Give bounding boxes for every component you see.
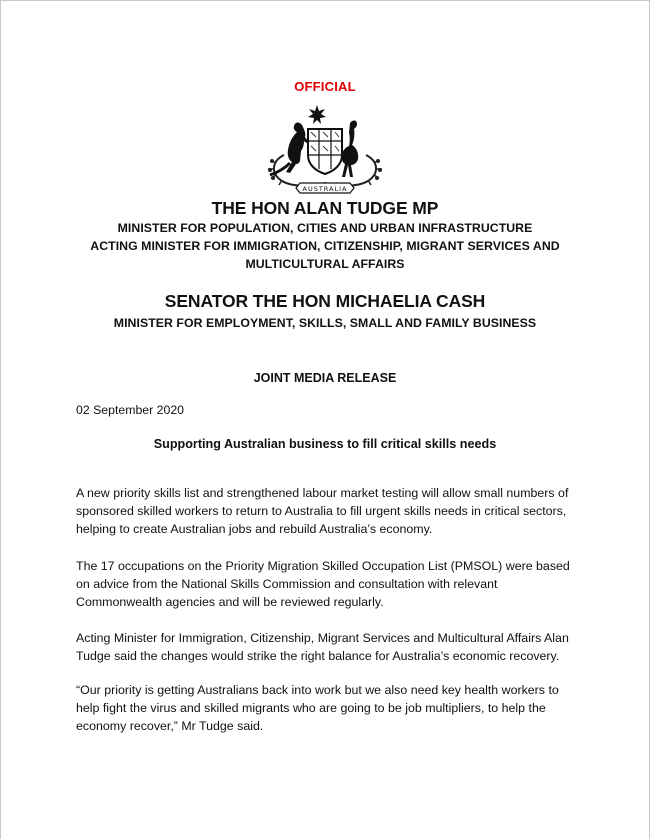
minister1-title-line: ACTING MINISTER FOR IMMIGRATION, CITIZENSHIP, MIGRANT SERVICES AND <box>90 239 560 253</box>
minister2-title-line: MINISTER FOR EMPLOYMENT, SKILLS, SMALL AND FAMILY BUSINESS <box>113 316 537 330</box>
coat-of-arms-icon <box>262 103 388 195</box>
body-paragraph: Acting Minister for Immigration, Citizenship, Migrant Services and Multicultural Affairs Alan Tudge said the changes would strike the right balance for Australia’s economic recovery. <box>76 631 569 663</box>
headline: Supporting Australian business to fill critical skills needs <box>153 437 497 451</box>
body-paragraph: The 17 occupations on the Priority Migration Skilled Occupation List (PMSOL) were based on advice from the National Skills Commission and consultation with relevant Commonwealth agencies and will be reviewed regularly. <box>76 559 570 609</box>
body-paragraph: A new priority skills list and strengthened labour market testing will allow small numbers of sponsored skilled workers to return to Australia to fill urgent skills needs in critical sectors, helping to create Australian jobs and rebuild Australia’s economy. <box>76 486 569 536</box>
release-type: JOINT MEDIA RELEASE <box>253 371 397 385</box>
minister1-title-line: MINISTER FOR POPULATION, CITIES AND URBAN INFRASTRUCTURE <box>117 221 533 235</box>
release-date: 02 September 2020 <box>76 403 185 417</box>
svg-text:AUSTRALIA: AUSTRALIA <box>302 185 348 193</box>
minister2-name: SENATOR THE HON MICHAELIA CASH <box>164 291 486 311</box>
minister1-title-line: MULTICULTURAL AFFAIRS <box>245 257 405 271</box>
body-paragraph: “Our priority is getting Australians back into work but we also need key health workers to help fight the virus and skilled migrants who are going to be job multipliers, to help the economy recover,” Mr Tudge said. <box>76 683 559 733</box>
classification-label: OFFICIAL <box>294 79 356 94</box>
minister1-name: THE HON ALAN TUDGE MP <box>211 198 439 218</box>
